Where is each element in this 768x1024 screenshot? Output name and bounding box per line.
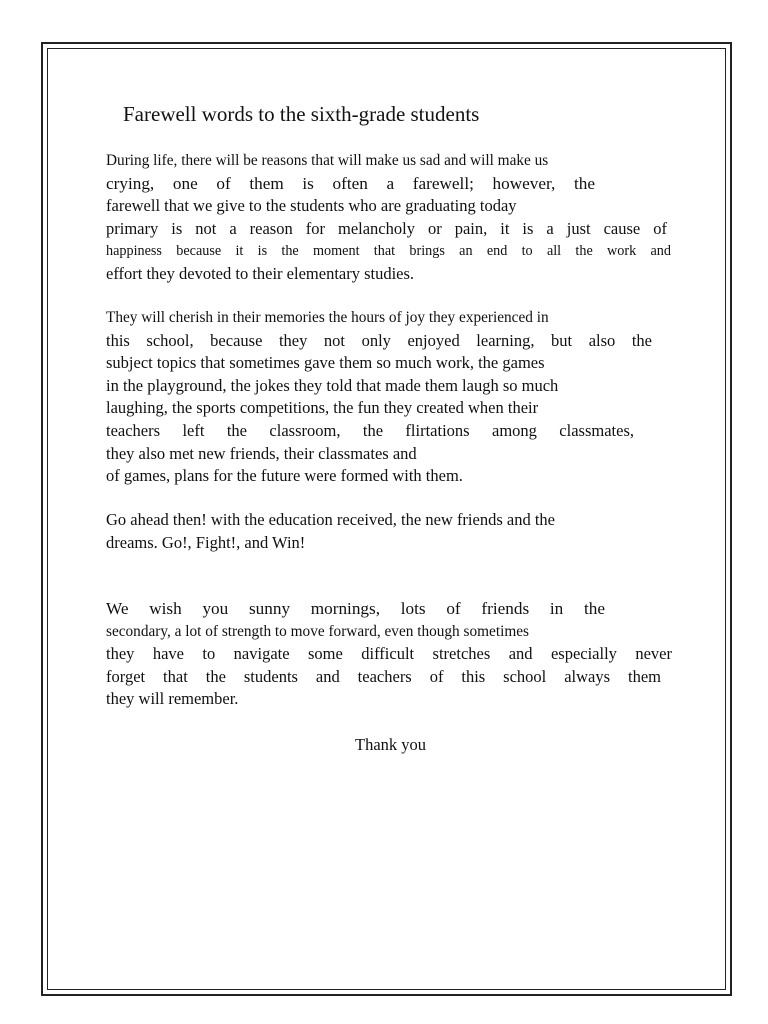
paragraph-line: farewell that we give to the students who are graduating today (106, 196, 517, 216)
paragraph-line: forget that the students and teachers of this school always them (106, 666, 661, 686)
paragraph-line: teachers left the classroom, the flirtations among classmates, (106, 420, 634, 440)
paragraph-line: effort they devoted to their elementary studies. (106, 263, 415, 283)
closing-text: Thank you (355, 735, 427, 754)
paragraph-3 (106, 509, 696, 554)
paragraph-line: in the playground, the jokes they told that made them laugh so much (106, 375, 559, 395)
paragraph-line: subject topics that sometimes gave them so much work, the games (106, 353, 545, 373)
paragraph-line: During life, there will be reasons that will make us sad and will make us (106, 152, 549, 169)
paragraph-4 (106, 598, 696, 711)
paragraph-line: this school, because they not only enjoyed learning, but also the (106, 330, 652, 350)
paragraph-line: crying, one of them is often a farewell; however, the (106, 173, 595, 193)
paragraph-line: they have to navigate some difficult stretches and especially never (106, 644, 672, 664)
paragraph-line: They will cherish in their memories the hours of joy they experienced in (106, 309, 549, 326)
paragraph-line: Go ahead then! with the education received, the new friends and the (106, 510, 555, 529)
paragraph-2 (106, 307, 696, 488)
paragraph-line: secondary, a lot of strength to move forward, even though sometimes (106, 622, 529, 640)
paragraph-1 (106, 150, 696, 286)
paragraph-line: they will remember. (106, 689, 239, 709)
paragraph-line: dreams. Go!, Fight!, and Win! (106, 532, 306, 552)
paragraph-line: of games, plans for the future were formed with them. (106, 466, 463, 486)
paragraph-line: happiness because it is the moment that brings an end to all the work and (106, 243, 671, 260)
paragraph-line: We wish you sunny mornings, lots of friends in the (106, 599, 605, 618)
paragraph-line: primary is not a reason for melancholy or pain, it is a just cause of (106, 218, 667, 238)
letter-title: Farewell words to the sixth-grade students (123, 102, 480, 126)
paragraph-line: laughing, the sports competitions, the fun they created when their (106, 398, 539, 418)
paragraph-line: they also met new friends, their classmates and (106, 443, 417, 463)
